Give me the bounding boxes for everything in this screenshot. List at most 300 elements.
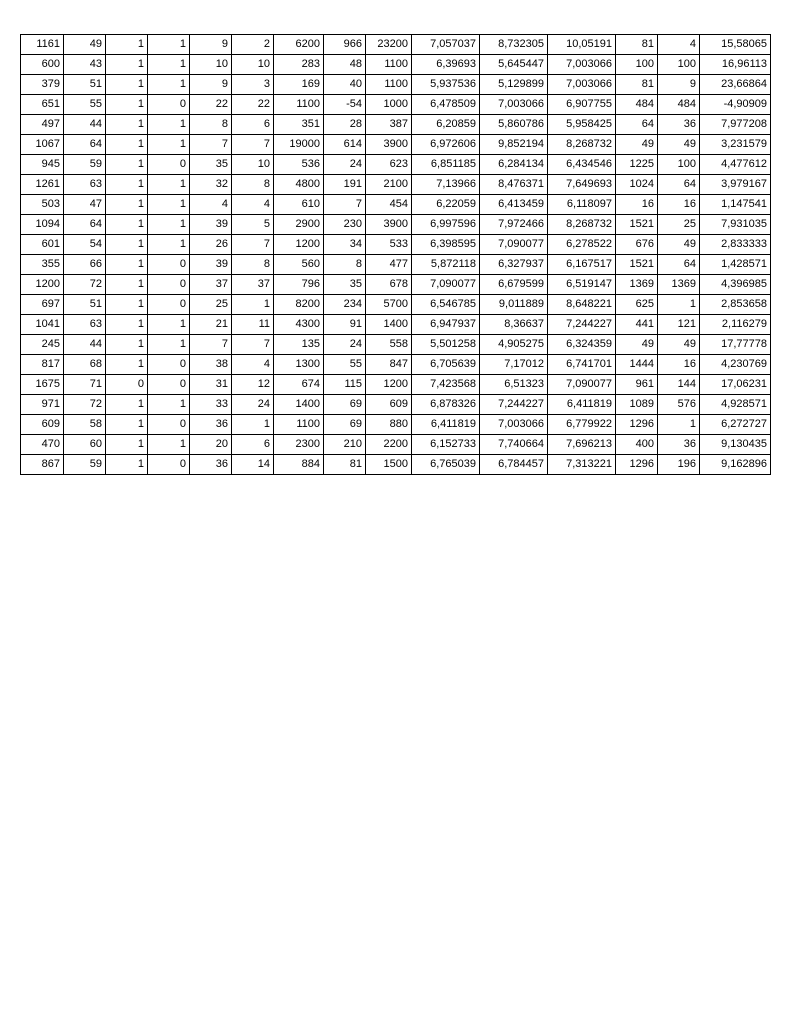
- table-cell: 387: [366, 115, 412, 135]
- table-cell: 609: [21, 415, 64, 435]
- table-cell: 9: [190, 75, 232, 95]
- table-row: [21, 355, 771, 375]
- table-cell: 5,501258: [412, 335, 480, 355]
- table-cell: 144: [658, 375, 700, 395]
- table-cell: 1: [148, 135, 190, 155]
- table-cell: 6,519147: [548, 275, 616, 295]
- table-cell: 7,17012: [480, 355, 548, 375]
- table-cell: 576: [658, 395, 700, 415]
- table-cell: 7,972466: [480, 215, 548, 235]
- table-cell: 4,477612: [700, 155, 771, 175]
- table-cell: 1: [232, 295, 274, 315]
- table-cell: 6,765039: [412, 455, 480, 475]
- table-cell: 37: [190, 275, 232, 295]
- table-cell: 609: [366, 395, 412, 415]
- table-cell: 64: [658, 255, 700, 275]
- table-cell: 8: [232, 175, 274, 195]
- table-cell: 7,313221: [548, 455, 616, 475]
- table-cell: 7,740664: [480, 435, 548, 455]
- table-cell: 16: [658, 355, 700, 375]
- table-cell: 4: [232, 355, 274, 375]
- table-cell: 6,118097: [548, 195, 616, 215]
- table-cell: 8,268732: [548, 135, 616, 155]
- table-cell: 8,268732: [548, 215, 616, 235]
- table-cell: 1: [148, 75, 190, 95]
- table-cell: 9,130435: [700, 435, 771, 455]
- table-cell: 49: [616, 135, 658, 155]
- table-cell: 2300: [274, 435, 324, 455]
- table-cell: 1: [658, 415, 700, 435]
- table-cell: 1,147541: [700, 195, 771, 215]
- table-cell: 2: [232, 35, 274, 55]
- spreadsheet-page: [20, 34, 771, 475]
- table-cell: 1400: [274, 395, 324, 415]
- table-cell: 32: [190, 175, 232, 195]
- table-cell: 7,931035: [700, 215, 771, 235]
- table-cell: 1100: [274, 415, 324, 435]
- table-cell: 81: [616, 35, 658, 55]
- table-cell: -54: [324, 95, 366, 115]
- table-cell: 1: [148, 35, 190, 55]
- table-cell: 8: [190, 115, 232, 135]
- table-cell: 28: [324, 115, 366, 135]
- table-cell: 10: [232, 155, 274, 175]
- table-cell: 5,937536: [412, 75, 480, 95]
- table-cell: 1: [106, 435, 148, 455]
- table-cell: 5,872118: [412, 255, 480, 275]
- table-cell: 7,090077: [480, 235, 548, 255]
- table-row: [21, 315, 771, 335]
- table-cell: 497: [21, 115, 64, 135]
- table-cell: 6,478509: [412, 95, 480, 115]
- table-cell: 1400: [366, 315, 412, 335]
- table-cell: 6,546785: [412, 295, 480, 315]
- table-cell: 100: [658, 155, 700, 175]
- table-cell: 355: [21, 255, 64, 275]
- table-cell: 1: [148, 115, 190, 135]
- table-cell: 1: [148, 395, 190, 415]
- table-row: [21, 175, 771, 195]
- table-cell: 60: [64, 435, 106, 455]
- table-row: [21, 55, 771, 75]
- table-cell: 601: [21, 235, 64, 255]
- table-cell: 5,958425: [548, 115, 616, 135]
- table-cell: 64: [64, 215, 106, 235]
- table-cell: 441: [616, 315, 658, 335]
- table-cell: 4,928571: [700, 395, 771, 415]
- table-cell: 600: [21, 55, 64, 75]
- table-cell: 1: [106, 355, 148, 375]
- data-table: [20, 34, 771, 475]
- table-cell: 9: [190, 35, 232, 55]
- table-cell: 19000: [274, 135, 324, 155]
- table-cell: 6,741701: [548, 355, 616, 375]
- table-cell: 674: [274, 375, 324, 395]
- table-cell: 7,003066: [548, 55, 616, 75]
- table-cell: 6,152733: [412, 435, 480, 455]
- table-row: [21, 215, 771, 235]
- table-cell: 1: [106, 95, 148, 115]
- table-cell: 1089: [616, 395, 658, 415]
- table-cell: 24: [324, 155, 366, 175]
- table-cell: 7,003066: [548, 75, 616, 95]
- table-cell: 7: [232, 235, 274, 255]
- table-cell: 44: [64, 115, 106, 135]
- table-cell: 1: [148, 235, 190, 255]
- table-cell: 5,129899: [480, 75, 548, 95]
- table-cell: 1: [106, 235, 148, 255]
- table-cell: 6,51323: [480, 375, 548, 395]
- table-cell: 1: [148, 55, 190, 75]
- table-cell: 3,979167: [700, 175, 771, 195]
- table-cell: 614: [324, 135, 366, 155]
- table-cell: 6,851185: [412, 155, 480, 175]
- table-cell: 6,278522: [548, 235, 616, 255]
- table-cell: 11: [232, 315, 274, 335]
- table-cell: 49: [658, 235, 700, 255]
- table-cell: 22: [232, 95, 274, 115]
- table-cell: 100: [616, 55, 658, 75]
- table-row: [21, 195, 771, 215]
- table-row: [21, 115, 771, 135]
- table-cell: 23200: [366, 35, 412, 55]
- table-cell: 966: [324, 35, 366, 55]
- table-cell: 24: [324, 335, 366, 355]
- table-cell: 1: [106, 315, 148, 335]
- table-cell: 1024: [616, 175, 658, 195]
- table-cell: 470: [21, 435, 64, 455]
- table-cell: 71: [64, 375, 106, 395]
- table-cell: 0: [148, 375, 190, 395]
- table-cell: 1: [106, 415, 148, 435]
- table-cell: 5700: [366, 295, 412, 315]
- table-cell: 8,648221: [548, 295, 616, 315]
- table-cell: 9,011889: [480, 295, 548, 315]
- table-cell: 39: [190, 215, 232, 235]
- table-cell: 4300: [274, 315, 324, 335]
- table-cell: 59: [64, 455, 106, 475]
- table-cell: 2200: [366, 435, 412, 455]
- table-cell: 0: [148, 95, 190, 115]
- table-cell: 35: [324, 275, 366, 295]
- table-cell: 623: [366, 155, 412, 175]
- table-cell: 1675: [21, 375, 64, 395]
- table-cell: 880: [366, 415, 412, 435]
- table-cell: 7,649693: [548, 175, 616, 195]
- table-cell: 10: [190, 55, 232, 75]
- table-cell: 6,22059: [412, 195, 480, 215]
- table-cell: 72: [64, 395, 106, 415]
- table-cell: 230: [324, 215, 366, 235]
- table-cell: 49: [64, 35, 106, 55]
- table-cell: 33: [190, 395, 232, 415]
- table-cell: 12: [232, 375, 274, 395]
- table-cell: 8,732305: [480, 35, 548, 55]
- table-cell: 63: [64, 175, 106, 195]
- table-cell: 676: [616, 235, 658, 255]
- table-cell: 7,003066: [480, 415, 548, 435]
- table-cell: 22: [190, 95, 232, 115]
- table-cell: 558: [366, 335, 412, 355]
- table-cell: 15,58065: [700, 35, 771, 55]
- table-cell: 4,905275: [480, 335, 548, 355]
- table-cell: 484: [616, 95, 658, 115]
- table-cell: 1: [106, 115, 148, 135]
- table-cell: 379: [21, 75, 64, 95]
- table-cell: 36: [658, 435, 700, 455]
- table-cell: 47: [64, 195, 106, 215]
- table-cell: 1: [148, 335, 190, 355]
- table-cell: 4: [232, 195, 274, 215]
- table-cell: 4800: [274, 175, 324, 195]
- table-cell: 1: [106, 135, 148, 155]
- table-cell: 6200: [274, 35, 324, 55]
- table-cell: 1: [106, 35, 148, 55]
- table-cell: 7,003066: [480, 95, 548, 115]
- table-cell: 0: [148, 255, 190, 275]
- table-cell: 1: [148, 315, 190, 335]
- table-row: [21, 75, 771, 95]
- table-cell: 55: [324, 355, 366, 375]
- table-cell: 68: [64, 355, 106, 375]
- table-row: [21, 95, 771, 115]
- table-cell: 100: [658, 55, 700, 75]
- table-cell: 971: [21, 395, 64, 415]
- table-cell: 6,413459: [480, 195, 548, 215]
- table-cell: 6,705639: [412, 355, 480, 375]
- table-cell: 21: [190, 315, 232, 335]
- table-cell: 7,057037: [412, 35, 480, 55]
- table-cell: 1: [106, 395, 148, 415]
- table-cell: 400: [616, 435, 658, 455]
- table-cell: 26: [190, 235, 232, 255]
- table-cell: 81: [616, 75, 658, 95]
- table-cell: 69: [324, 395, 366, 415]
- table-cell: 0: [148, 295, 190, 315]
- table-cell: 1: [106, 255, 148, 275]
- table-row: [21, 255, 771, 275]
- table-cell: 6,324359: [548, 335, 616, 355]
- table-row: [21, 295, 771, 315]
- table-cell: 48: [324, 55, 366, 75]
- table-cell: 8: [232, 255, 274, 275]
- table-cell: 6,39693: [412, 55, 480, 75]
- table-cell: 477: [366, 255, 412, 275]
- table-cell: 945: [21, 155, 64, 175]
- table-cell: 1: [106, 215, 148, 235]
- table-cell: 234: [324, 295, 366, 315]
- table-cell: 6,327937: [480, 255, 548, 275]
- table-cell: 25: [190, 295, 232, 315]
- table-cell: 91: [324, 315, 366, 335]
- table-cell: 35: [190, 155, 232, 175]
- table-cell: 115: [324, 375, 366, 395]
- table-cell: 8,476371: [480, 175, 548, 195]
- table-cell: 6,398595: [412, 235, 480, 255]
- table-cell: 6,784457: [480, 455, 548, 475]
- table-cell: 1000: [366, 95, 412, 115]
- table-cell: 1041: [21, 315, 64, 335]
- table-row: [21, 395, 771, 415]
- table-cell: 1100: [366, 75, 412, 95]
- table-cell: 210: [324, 435, 366, 455]
- table-cell: 817: [21, 355, 64, 375]
- table-cell: 191: [324, 175, 366, 195]
- table-cell: 0: [148, 355, 190, 375]
- table-cell: 6,907755: [548, 95, 616, 115]
- table-cell: 0: [148, 415, 190, 435]
- table-cell: 1200: [366, 375, 412, 395]
- table-cell: 5,645447: [480, 55, 548, 75]
- table-cell: 6: [232, 115, 274, 135]
- table-cell: 9,162896: [700, 455, 771, 475]
- table-cell: 1: [106, 335, 148, 355]
- table-cell: 63: [64, 315, 106, 335]
- table-cell: 37: [232, 275, 274, 295]
- table-cell: 4: [658, 35, 700, 55]
- table-row: [21, 275, 771, 295]
- table-cell: 6,679599: [480, 275, 548, 295]
- table-cell: 7,090077: [548, 375, 616, 395]
- table-cell: 1261: [21, 175, 64, 195]
- table-cell: 7: [232, 335, 274, 355]
- table-cell: 1: [232, 415, 274, 435]
- table-cell: 36: [190, 415, 232, 435]
- table-cell: 6,997596: [412, 215, 480, 235]
- table-cell: 38: [190, 355, 232, 375]
- table-cell: 454: [366, 195, 412, 215]
- table-cell: 39: [190, 255, 232, 275]
- table-cell: 1: [148, 175, 190, 195]
- table-cell: 351: [274, 115, 324, 135]
- table-body: [21, 35, 771, 475]
- table-cell: 847: [366, 355, 412, 375]
- table-cell: 3: [232, 75, 274, 95]
- table-cell: 651: [21, 95, 64, 115]
- table-row: [21, 135, 771, 155]
- table-cell: 884: [274, 455, 324, 475]
- table-cell: 1094: [21, 215, 64, 235]
- table-cell: 1,428571: [700, 255, 771, 275]
- table-cell: 7,423568: [412, 375, 480, 395]
- table-row: [21, 375, 771, 395]
- table-cell: 31: [190, 375, 232, 395]
- table-cell: 196: [658, 455, 700, 475]
- table-cell: 625: [616, 295, 658, 315]
- table-cell: 66: [64, 255, 106, 275]
- table-row: [21, 415, 771, 435]
- table-cell: 24: [232, 395, 274, 415]
- table-row: [21, 35, 771, 55]
- table-cell: 1100: [274, 95, 324, 115]
- table-cell: 36: [658, 115, 700, 135]
- table-cell: 1: [148, 195, 190, 215]
- table-cell: 4,396985: [700, 275, 771, 295]
- table-cell: 54: [64, 235, 106, 255]
- table-cell: 560: [274, 255, 324, 275]
- table-cell: 6,411819: [548, 395, 616, 415]
- table-cell: 64: [64, 135, 106, 155]
- table-cell: 796: [274, 275, 324, 295]
- table-cell: 49: [658, 335, 700, 355]
- table-cell: 867: [21, 455, 64, 475]
- table-cell: 697: [21, 295, 64, 315]
- table-cell: 20: [190, 435, 232, 455]
- table-cell: 7,696213: [548, 435, 616, 455]
- table-cell: 678: [366, 275, 412, 295]
- table-cell: 1: [106, 55, 148, 75]
- table-cell: 1: [148, 215, 190, 235]
- table-cell: 135: [274, 335, 324, 355]
- table-cell: -4,90909: [700, 95, 771, 115]
- table-cell: 1067: [21, 135, 64, 155]
- table-cell: 7,977208: [700, 115, 771, 135]
- table-cell: 16: [658, 195, 700, 215]
- table-cell: 6,779922: [548, 415, 616, 435]
- table-cell: 1100: [366, 55, 412, 75]
- table-cell: 17,06231: [700, 375, 771, 395]
- table-cell: 1521: [616, 255, 658, 275]
- table-cell: 1161: [21, 35, 64, 55]
- table-cell: 7,244227: [548, 315, 616, 335]
- table-cell: 58: [64, 415, 106, 435]
- table-cell: 14: [232, 455, 274, 475]
- table-cell: 1296: [616, 455, 658, 475]
- table-cell: 6,972606: [412, 135, 480, 155]
- table-cell: 1500: [366, 455, 412, 475]
- table-cell: 2,833333: [700, 235, 771, 255]
- table-cell: 1200: [21, 275, 64, 295]
- table-cell: 49: [658, 135, 700, 155]
- table-cell: 7: [190, 135, 232, 155]
- table-cell: 3,231579: [700, 135, 771, 155]
- table-cell: 7,244227: [480, 395, 548, 415]
- table-cell: 7,090077: [412, 275, 480, 295]
- table-cell: 51: [64, 75, 106, 95]
- table-cell: 55: [64, 95, 106, 115]
- table-cell: 17,77778: [700, 335, 771, 355]
- table-cell: 1: [106, 295, 148, 315]
- table-cell: 484: [658, 95, 700, 115]
- table-cell: 610: [274, 195, 324, 215]
- table-cell: 7: [232, 135, 274, 155]
- table-cell: 44: [64, 335, 106, 355]
- table-cell: 23,66864: [700, 75, 771, 95]
- table-cell: 533: [366, 235, 412, 255]
- table-cell: 64: [658, 175, 700, 195]
- table-cell: 34: [324, 235, 366, 255]
- table-cell: 2100: [366, 175, 412, 195]
- table-cell: 4,230769: [700, 355, 771, 375]
- table-cell: 36: [190, 455, 232, 475]
- table-cell: 6,272727: [700, 415, 771, 435]
- table-cell: 1: [106, 275, 148, 295]
- table-cell: 4: [190, 195, 232, 215]
- table-cell: 1296: [616, 415, 658, 435]
- table-cell: 40: [324, 75, 366, 95]
- table-cell: 49: [616, 335, 658, 355]
- table-cell: 59: [64, 155, 106, 175]
- table-cell: 6,947937: [412, 315, 480, 335]
- table-cell: 8200: [274, 295, 324, 315]
- table-cell: 6,284134: [480, 155, 548, 175]
- table-cell: 1300: [274, 355, 324, 375]
- table-cell: 503: [21, 195, 64, 215]
- table-cell: 3900: [366, 135, 412, 155]
- table-cell: 121: [658, 315, 700, 335]
- table-cell: 1: [106, 455, 148, 475]
- table-cell: 72: [64, 275, 106, 295]
